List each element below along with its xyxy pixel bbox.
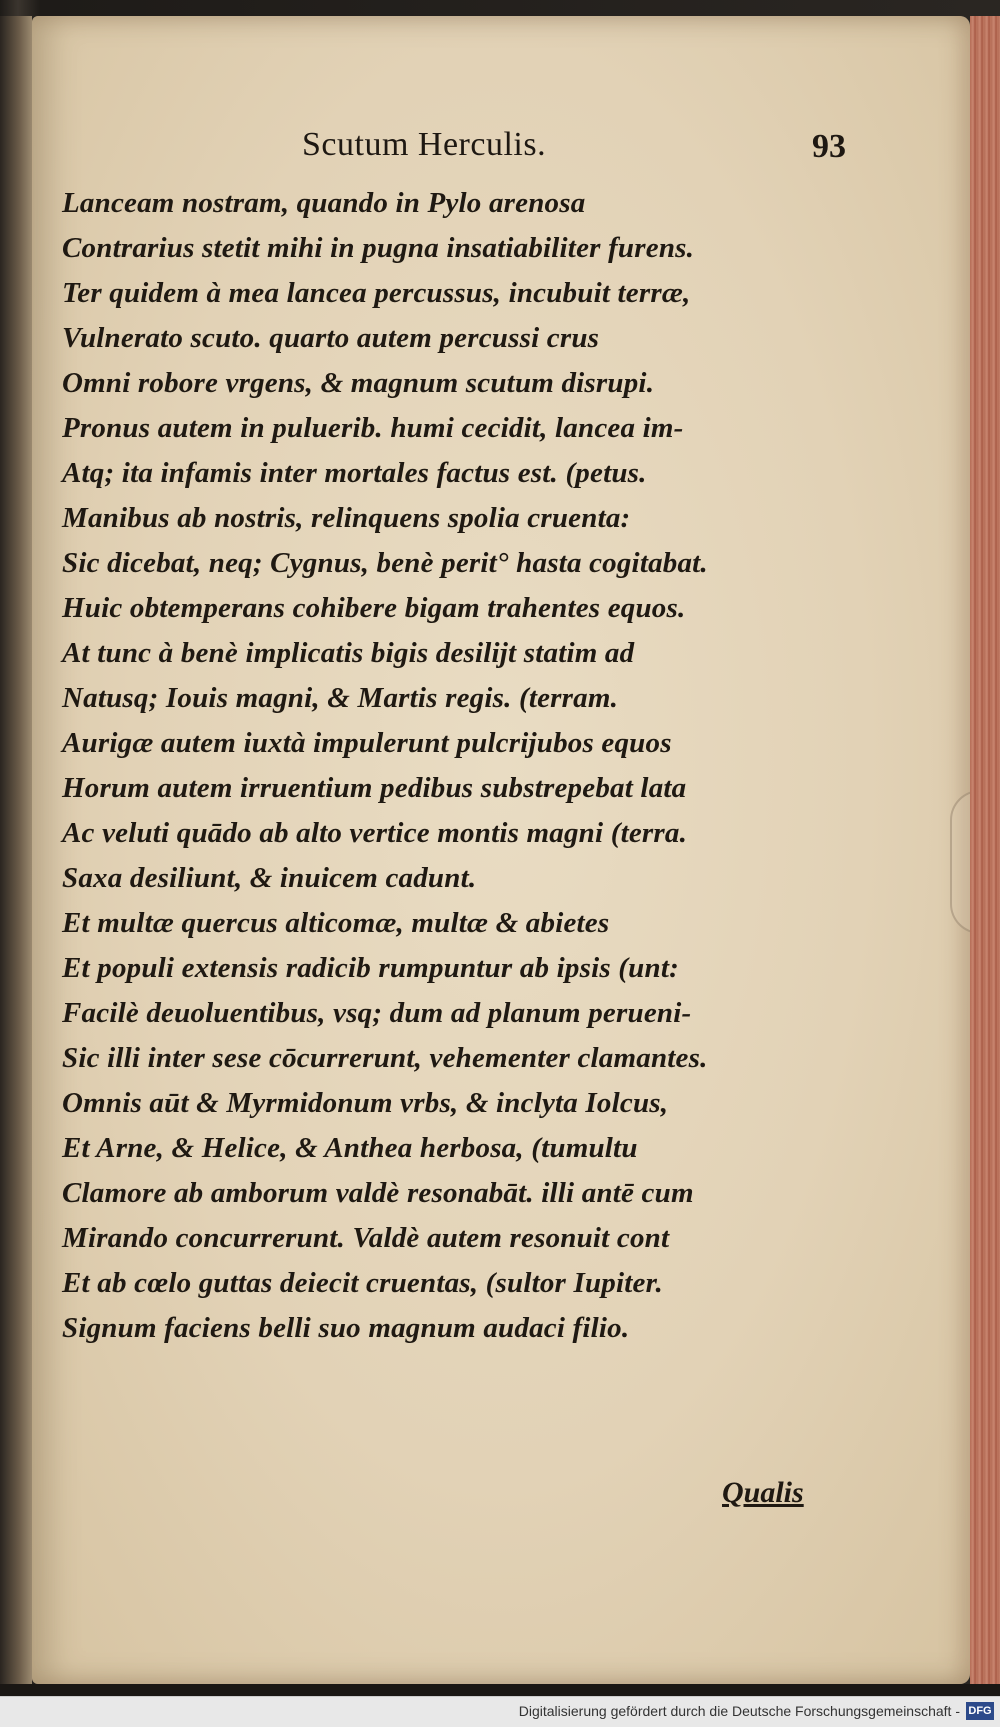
verse-line: Horum autem irruentium pedibus substrepebat lata <box>62 772 687 804</box>
verse-text-block <box>62 181 922 1351</box>
verse-line: Et multæ quercus alticomæ, multæ & abietes <box>62 907 610 939</box>
verse-line: Vulnerato scuto. quarto autem percussi crus <box>62 322 600 354</box>
verse-line: Pronus autem in puluerib. humi cecidit, lancea im- <box>62 412 684 444</box>
verse-line: Signum faciens belli suo magnum audaci filio. <box>62 1312 630 1344</box>
verse-line: Saxa desiliunt, & inuicem cadunt. <box>62 862 477 894</box>
verse-line: Et Arne, & Helice, & Anthea herbosa, (tumultu <box>62 1132 638 1164</box>
verse-line: Omni robore vrgens, & magnum scutum disrupi. <box>62 367 655 399</box>
verse-line: At tunc à benè implicatis bigis desilijt statim ad <box>62 637 635 669</box>
verse-line: Huic obtemperans cohibere bigam trahentes equos. <box>62 592 686 624</box>
verse-line: Atq; ita infamis inter mortales factus est. (petus. <box>62 457 647 489</box>
verse-line: Et ab cœlo guttas deiecit cruentas, (sultor Iupiter. <box>62 1267 663 1299</box>
verse-line: Natusq; Iouis magni, & Martis regis. (terram. <box>62 682 619 714</box>
verse-line: Et populi extensis radicib rumpuntur ab ipsis (unt: <box>62 952 679 984</box>
verse-line: Manibus ab nostris, relinquens spolia cruenta: <box>62 502 631 534</box>
verse-line: Mirando concurrerunt. Valdè autem resonuit cont <box>62 1222 670 1254</box>
verse-line: Omnis aūt & Myrmidonum vrbs, & inclyta Iolcus, <box>62 1087 669 1119</box>
page-edges <box>970 16 1000 1684</box>
verse-line: Sic dicebat, neq; Cygnus, benè perit° hasta cogitabat. <box>62 547 708 579</box>
verse-line: Ter quidem à mea lancea percussus, incubuit terræ, <box>62 277 691 309</box>
verse-line: Ac veluti quādo ab alto vertice montis magni (terra. <box>62 817 688 849</box>
page-header <box>32 116 970 176</box>
catchword: Qualis <box>722 1476 804 1509</box>
footer-bar <box>0 1696 1000 1727</box>
verse-line: Clamore ab amborum valdè resonabāt. illi antē cum <box>62 1177 694 1209</box>
dfg-logo: DFG <box>966 1702 994 1720</box>
book-page <box>32 16 970 1684</box>
verse-line: Contrarius stetit mihi in pugna insatiabiliter furens. <box>62 232 695 264</box>
funding-credit: Digitalisierung gefördert durch die Deutsche Forschungsgemeinschaft - <box>518 1703 960 1719</box>
verse-line: Lanceam nostram, quando in Pylo arenosa <box>62 187 586 219</box>
verse-line: Aurigæ autem iuxtà impulerunt pulcrijubos equos <box>62 727 672 759</box>
running-title: Scutum Herculis. <box>302 126 547 163</box>
page-number: 93 <box>812 128 846 165</box>
verse-line: Sic illi inter sese cōcurrerunt, vehementer clamantes. <box>62 1042 708 1074</box>
verse-line: Facilè deuoluentibus, vsq; dum ad planum perueni- <box>62 997 692 1029</box>
bottom-band <box>0 1684 1000 1696</box>
book-gutter <box>0 16 32 1684</box>
